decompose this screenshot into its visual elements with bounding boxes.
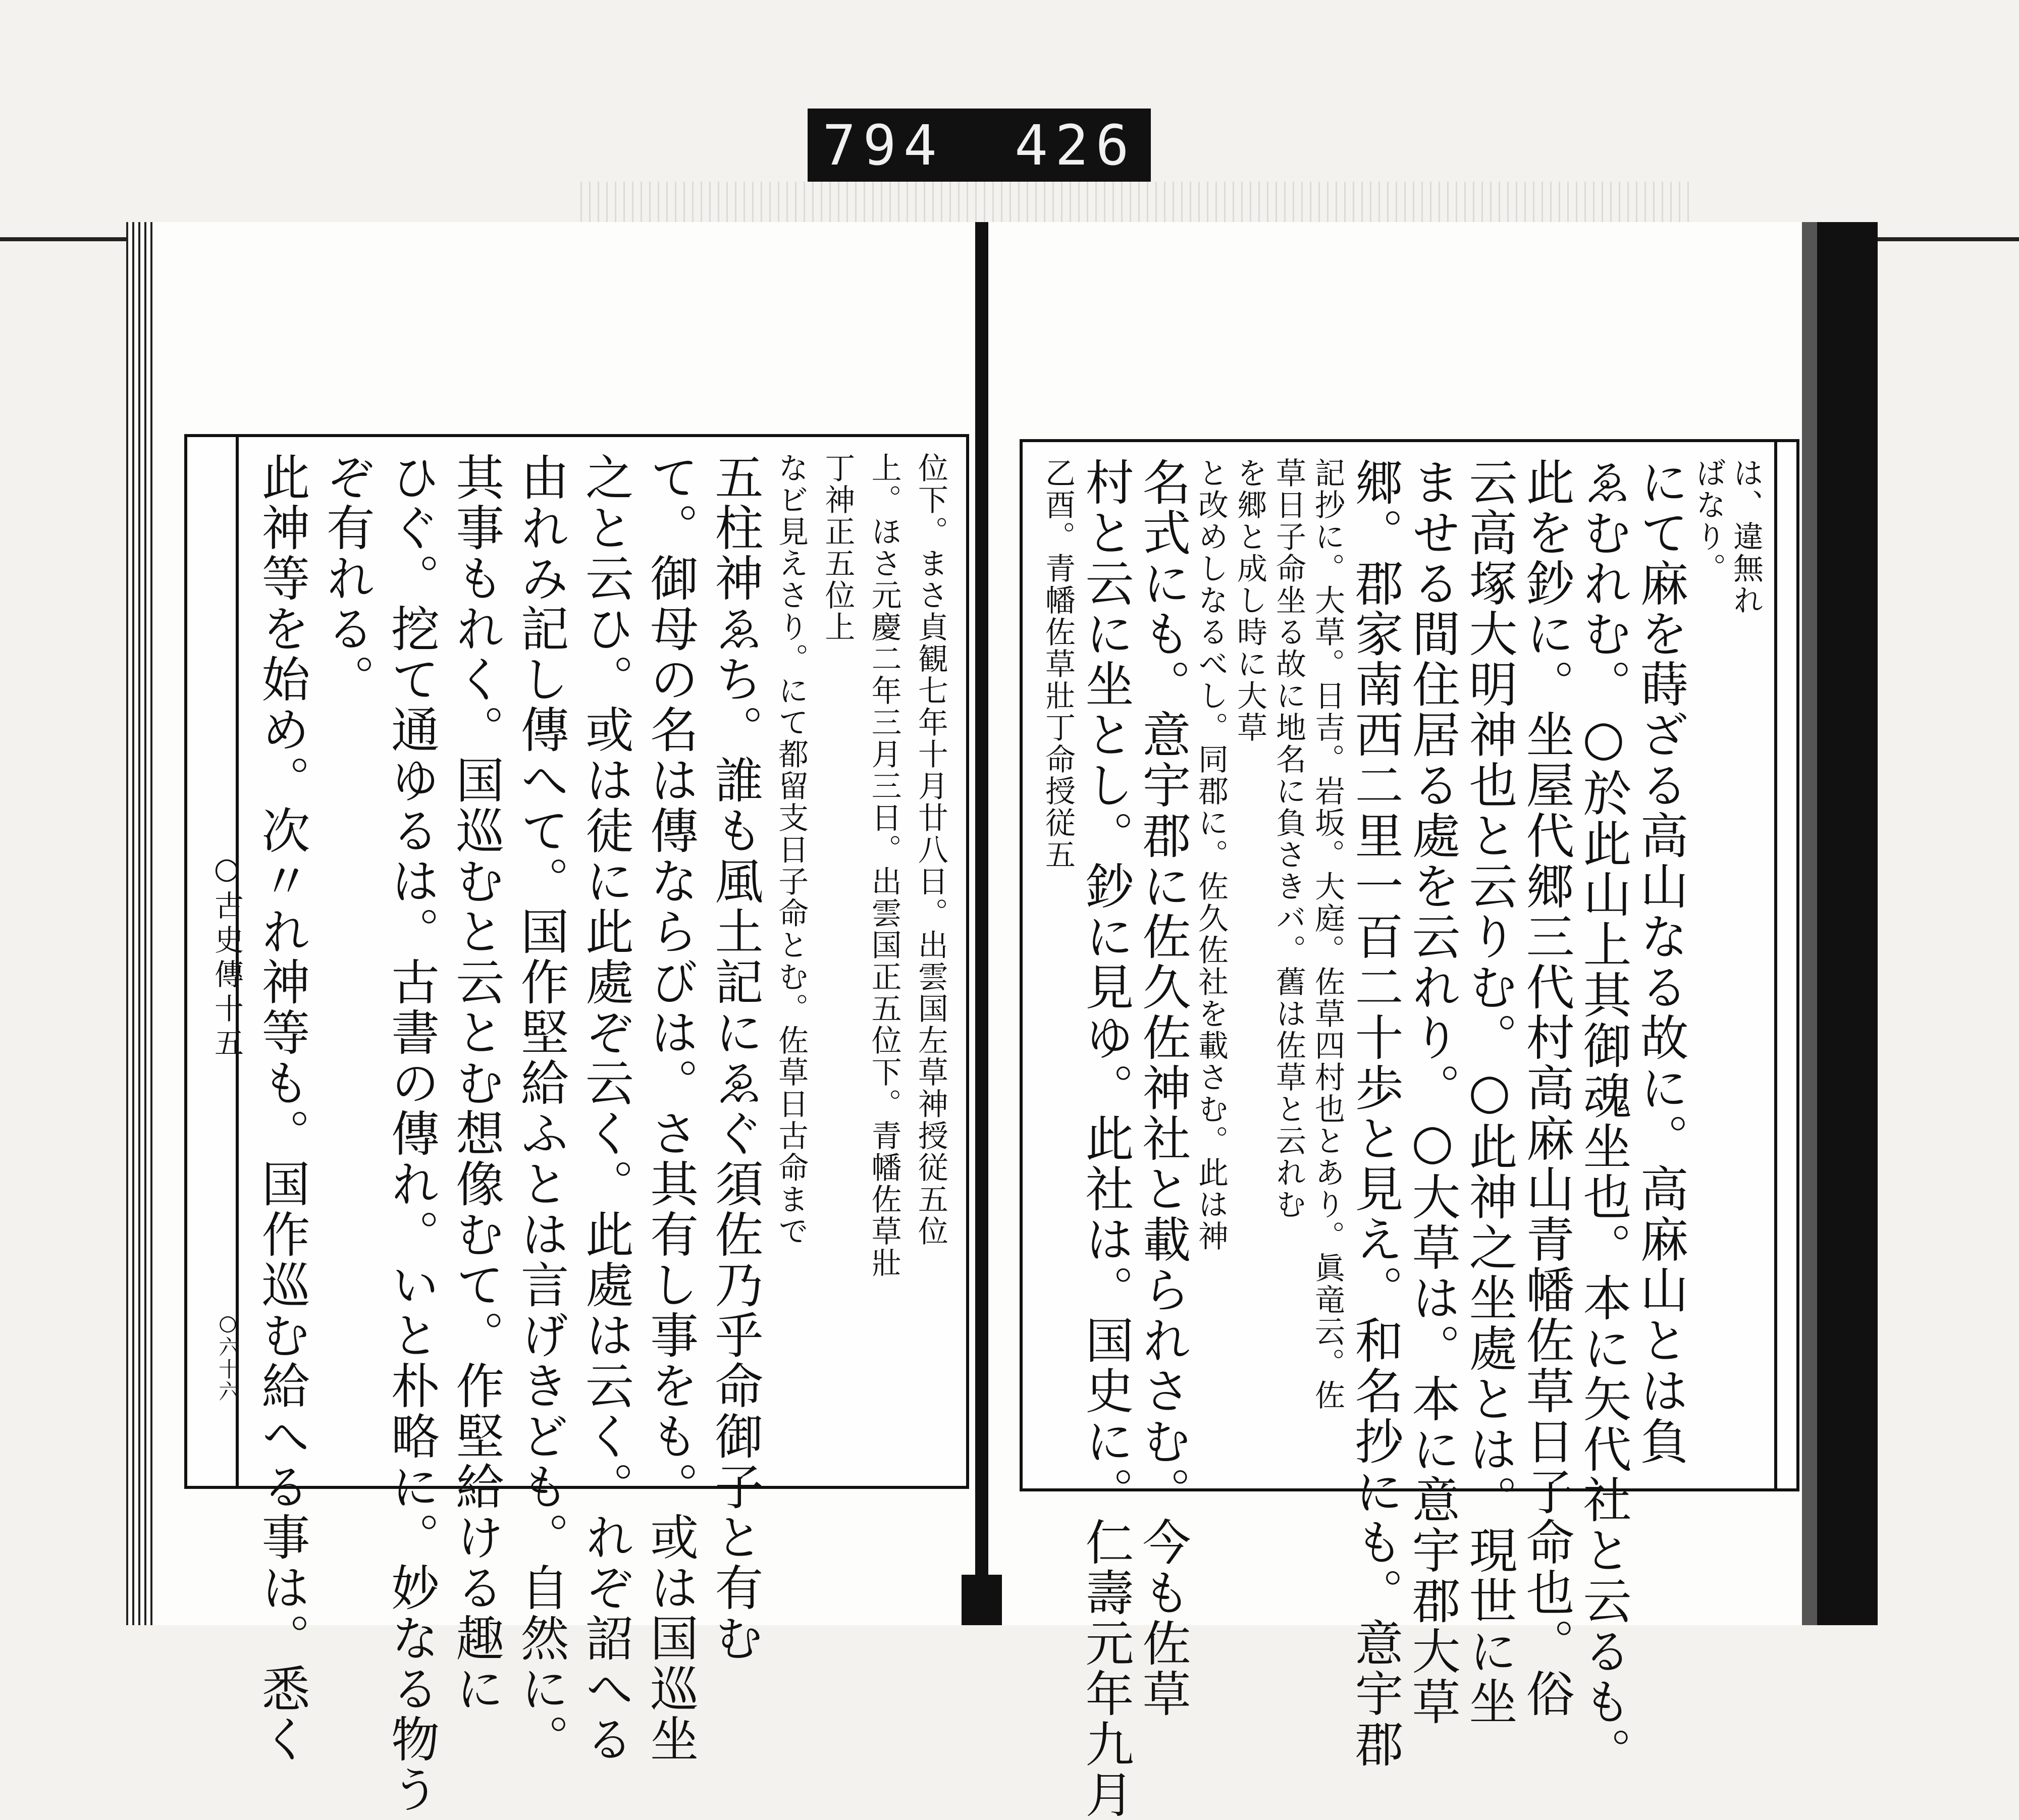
text-column: 此神等を始め。次〃れ神等も。国作巡む給へる事は。悉く xyxy=(254,452,310,1764)
open-book xyxy=(126,222,1878,1820)
text-column: ぞ有れる。 xyxy=(318,452,376,705)
text-column: 由れみ記し傳へて。国作堅給ふとは言げきども。自然に。 xyxy=(513,452,570,1764)
text-column: ませる間住居る處を云れり。○大草は。本に意宇郡大草 xyxy=(1404,457,1461,1727)
text-column: 郷。郡家南西二里一百二十歩と見え。和名抄にも。意宇郡 xyxy=(1347,457,1404,1770)
book-spine-foot xyxy=(962,1575,1002,1625)
right-page-text xyxy=(1040,457,1764,1820)
right-col-1 xyxy=(1691,457,1764,1473)
annotation-column: なビ見えさり。にて都留支日子命とむ。佐草日古命まで xyxy=(773,452,809,1247)
book-right-page-edges xyxy=(1802,222,1878,1625)
annotation-column: 丁神正五位上 xyxy=(820,452,856,643)
text-column: ひぐ。挖て通ゆるは。古書の傳れ。いと朴略に。妙なる物う xyxy=(383,452,440,1815)
annotation-column: 上。ほさ元慶二年三月三日。出雲国正五位下。青幡佐草壯 xyxy=(866,452,902,1279)
left-page-text xyxy=(254,452,948,1815)
scan-noise xyxy=(580,182,1691,227)
text-column: 此を鈔に。坐屋代郷三代村高麻山青幡佐草日子命也。俗 xyxy=(1518,457,1575,1719)
text-column: 之と云ひ。或は徒に此處ぞ云く。此處は云く。れぞ詔へる xyxy=(577,452,634,1764)
frame-number-right: 426 xyxy=(1015,113,1136,178)
annotation-column: 草日子命坐る故に地名に負さきバ。舊は佐草と云れむ xyxy=(1271,457,1306,1220)
text-column: 其事もれく。国巡むと云とむ想像むて。作堅給ける趣に xyxy=(448,452,505,1714)
text-column: て。御母の名は傳ならびは。さ其有し事をも。或は国巡坐 xyxy=(642,452,699,1764)
annotation-column: 乙酉。青幡佐草壯丁命授従五 xyxy=(1040,457,1076,871)
text-column: 村と云に坐とし。鈔に見ゆ。此社は。国史に。仁壽元年九月 xyxy=(1078,457,1134,1820)
text-column: 五柱神ゑち。誰も風土記にゑぐ須佐乃乎命御子と有む xyxy=(707,452,764,1664)
book-spine xyxy=(975,222,988,1625)
annotation-column: 位下。まさ貞観七年十月廿八日。出雲国左草神授従五位 xyxy=(913,452,948,1247)
annotation-column: を郷と成し時に大草 xyxy=(1232,457,1267,743)
annotation-column: と改めしなるべし。同郡に。佐久佐社を載さむ。此は神 xyxy=(1193,457,1229,1252)
text-column: にて麻を蒔ざる高山なる故に。高麻山とは負 xyxy=(1632,457,1689,1467)
text-column: ゑむれむ。○於此山上其御魂坐也。本に矢代社と云るも。 xyxy=(1575,457,1632,1778)
running-title: ○古史傳十五 xyxy=(209,851,244,1062)
book-left-page-edges xyxy=(126,222,156,1625)
text-column: 云高塚大明神也と云りむ。○此神之坐處とは。現世に坐 xyxy=(1461,457,1518,1727)
right-page-frame xyxy=(1020,439,1799,1820)
text-column: 名式にも。意宇郡に佐久佐神社と載られさむ。今も佐草 xyxy=(1135,457,1191,1719)
film-frame-number-plate xyxy=(808,109,1151,182)
frame-number-left: 794 xyxy=(822,113,944,178)
annotation-line: ばなり。 xyxy=(1691,457,1726,584)
left-page-frame xyxy=(184,434,969,1815)
page-number: ○六十六 xyxy=(216,1310,240,1403)
annotation-column: 記抄に。大草。日吉。岩坂。大庭。佐草四村也とあり。眞竜云。佐 xyxy=(1310,457,1345,1411)
annotation-line: は、違無れ xyxy=(1728,457,1764,616)
right-page-inner-rule xyxy=(1774,442,1777,1488)
